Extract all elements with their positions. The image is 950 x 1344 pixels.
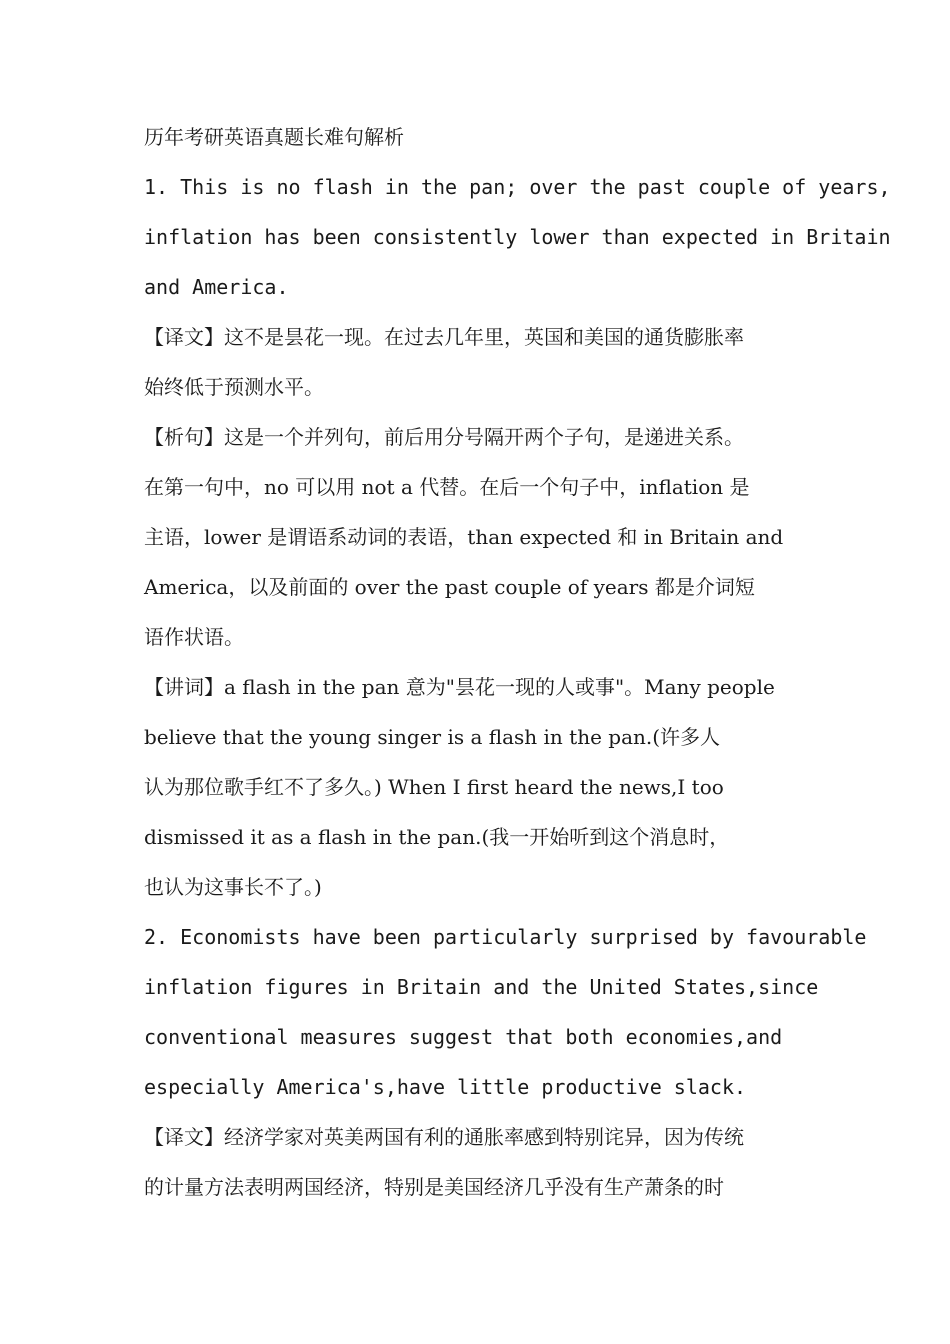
translation-line: 【译文】经济学家对英美两国有利的通胀率感到特别诧异，因为传统 [144,1125,744,1149]
document-body [144,112,891,1212]
analysis-line: 语作状语。 [144,625,244,649]
vocabulary-line: 【讲词】a flash in the pan 意为"昙花一现的人或事"。Many people [144,675,775,699]
text-line: conventional measures suggest that both economies,and [144,1025,783,1049]
analysis-line: 在第一句中，no 可以用 not a 代替。在后一个句子中，inflation 是 [144,475,750,499]
text-line: especially America's,have little productive slack. [144,1075,747,1099]
vocabulary-line: dismissed it as a flash in the pan.(我一开始听到这个消息时， [144,825,730,849]
text-line: 2. Economists have been particularly surprised by favourable [144,925,867,949]
translation-line: 【译文】这不是昙花一现。在过去几年里，英国和美国的通货膨胀率 [144,325,744,349]
document-title: 历年考研英语真题长难句解析 [144,125,404,149]
text-line: inflation has been consistently lower than expected in Britain [144,225,891,249]
translation-line: 的计量方法表明两国经济，特别是美国经济几乎没有生产萧条的时 [144,1175,724,1199]
text-line: 1. This is no flash in the pan; over the past couple of years, [144,175,891,199]
analysis-line: 主语，lower 是谓语系动词的表语，than expected 和 in Britain and [144,525,784,549]
text-line: inflation figures in Britain and the United States,since [144,975,819,999]
translation-line: 始终低于预测水平。 [144,375,324,399]
analysis-line: 【析句】这是一个并列句，前后用分号隔开两个子句，是递进关系。 [144,425,744,449]
vocabulary-line: 认为那位歌手红不了多久。) When I first heard the news,I too [144,775,724,799]
vocabulary-line: 也认为这事长不了。) [144,875,322,899]
vocabulary-line: believe that the young singer is a flash in the pan.(许多人 [144,725,721,749]
text-line: and America. [144,275,289,299]
analysis-line: America，以及前面的 over the past couple of years 都是介词短 [144,575,755,599]
